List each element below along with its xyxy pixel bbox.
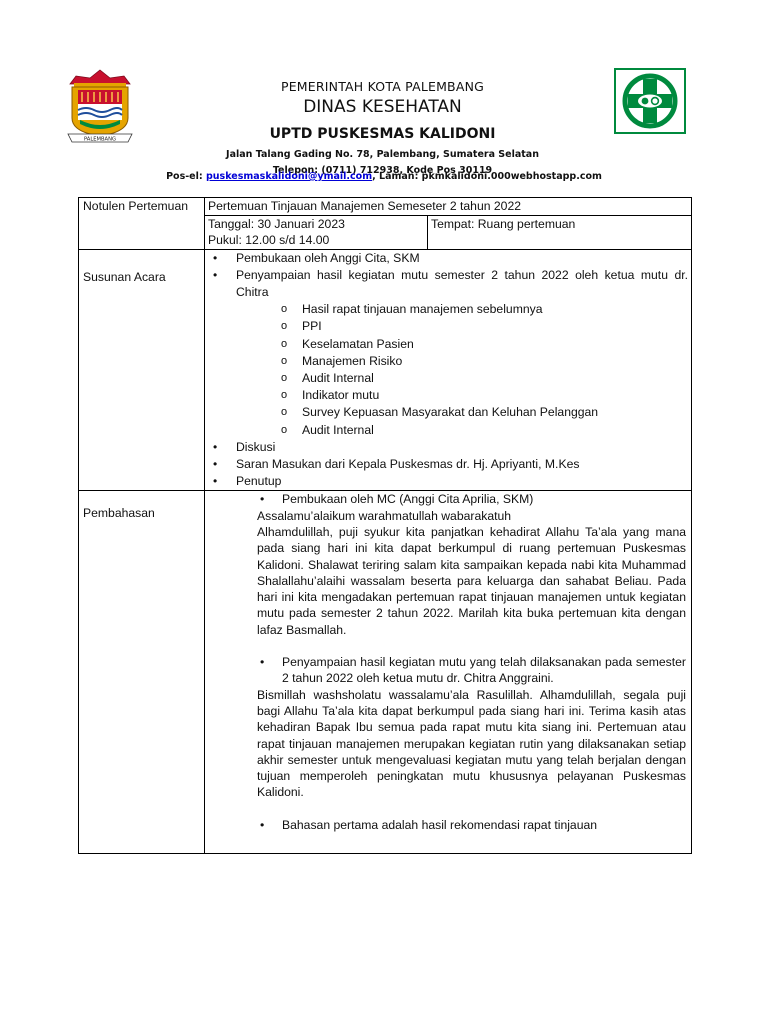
meeting-minutes-table	[78, 197, 692, 854]
agenda-subitem: o Hasil rapat tinjauan manajemen sebelumnya	[208, 301, 688, 318]
agenda-item	[208, 267, 688, 301]
meeting-title: Pertemuan Tinjauan Manajemen Semeseter 2 tahun 2022	[205, 198, 692, 216]
department-name: DINAS KESEHATAN	[303, 97, 462, 117]
discussion-cell	[205, 491, 692, 854]
agenda-subitem: o Manajemen Risiko	[208, 353, 688, 370]
emblem-ribbon-text: PALEMBANG	[84, 136, 116, 143]
discussion-content	[208, 491, 688, 853]
label-susunan-acara: Susunan Acara	[79, 249, 205, 491]
agenda-item: • Saran Masukan dari Kepala Puskesmas dr. Hj. Apriyanti, M.Kes	[208, 456, 688, 473]
discussion-bullet: • Penyampaian hasil kegiatan mutu yang telah dilaksanakan pada semester 2 tahun 2022 oleh ketua mutu dr. Chitra Anggraini.	[257, 654, 686, 687]
discussion-paragraph: Bismillah washsholatu wassalamu’ala Rasulillah. Alhamdulillah, segala puji bagi Allahu Ta’ala kita dapat berkumpul pada siang hari ini. Terima kasih atas kehadiran Bapak Ibu semua pada rapat mutu kita siang ini. Pertemuan atau rapat tinjauan manajemen merupakan kegiatan rutin yang dilaksanakan setiap akhir semester untuk mengevaluasi kegiatan mutu yang telah berjalan dengan tujuan memperoleh peningkatan mutu khususnya pelayanan Puskesmas Kalidoni.	[257, 687, 686, 800]
agenda-sublist	[208, 301, 688, 439]
discussion-paragraph: Alhamdulillah, puji syukur kita panjatkan kehadirat Allahu Ta’ala yang mana pada siang hari ini kita dapat berkumpul di ruang pertemuan Puskesmas Kalidoni. Shalawat teriring salam kita sampaikan kepada nabi kita Muhammad Shalallahu’alaihi wassalam beserta para keluarga dan sahabat Beliau. Pada hari ini kita mengadakan pertemuan rapat tinjauan manajemen untuk kegiatan mutu pada semester 2 tahun 2022. Marilah kita buka pertemuan kita dengan lafaz Basmallah.	[257, 524, 686, 637]
discussion-paragraph: Assalamu’alaikum warahmatullah wabarakatuh	[257, 508, 512, 523]
discussion-bullet: • Pembukaan oleh MC (Anggi Cita Aprilia, SKM)	[257, 491, 686, 507]
label-pembahasan: Pembahasan	[79, 491, 205, 854]
date-time-cell	[205, 215, 428, 249]
agenda-subitem: o Indikator mutu	[208, 387, 688, 404]
agenda-list	[208, 250, 688, 302]
contact-line	[0, 170, 768, 184]
puskesmas-logo	[614, 68, 686, 134]
discussion-bullet: • Bahasan pertama adalah hasil rekomendasi rapat tinjauan	[257, 817, 686, 833]
table-row-agenda	[79, 249, 692, 491]
letterhead	[150, 78, 615, 178]
agenda-subitem: o PPI	[208, 318, 688, 335]
agenda-item: • Penutup	[208, 473, 688, 490]
agenda-subitem: o Audit Internal	[208, 370, 688, 387]
agenda-subitem: o Survey Kepuasan Masyarakat dan Keluhan Pelanggan	[208, 404, 688, 421]
label-notulen-pertemuan: Notulen Pertemuan	[79, 198, 205, 250]
agenda-subitem: o Audit Internal	[208, 422, 688, 439]
table-row-discussion	[79, 491, 692, 854]
meeting-place: Tempat: Ruang pertemuan	[428, 215, 692, 249]
palembang-city-emblem-logo	[66, 68, 134, 146]
agenda-list-continued	[208, 439, 688, 491]
agenda-subitem: o Keselamatan Pasien	[208, 336, 688, 353]
government-name: PEMERINTAH KOTA PALEMBANG	[280, 79, 485, 94]
meeting-date: Tanggal: 30 Januari 2023	[208, 216, 345, 231]
institution-name: UPTD PUSKESMAS KALIDONI	[269, 126, 496, 142]
phone-text: Telepon: (0711) 712938, Kode Pos 30119	[272, 164, 493, 176]
agenda-item: • Pembukaan oleh Anggi Cita, SKM	[208, 250, 688, 267]
meeting-time: Pukul: 12.00 s/d 14.00	[208, 233, 330, 247]
table-row-title	[79, 198, 692, 216]
email-prefix: Pos-el:	[166, 171, 206, 182]
website-text: , Laman: pkmkalidoni.000webhostapp.com	[372, 171, 602, 182]
agenda-item-text: Penyampaian hasil kegiatan mutu semester 2 tahun 2022 oleh ketua mutu dr. Chitra	[236, 267, 688, 299]
agenda-cell	[205, 249, 692, 491]
agenda-item: • Diskusi	[208, 439, 688, 456]
email-link[interactable]: puskesmaskalidoni@ymail.com	[205, 171, 373, 182]
address-text: Jalan Talang Gading No. 78, Palembang, Sumatera Selatan	[226, 149, 539, 160]
